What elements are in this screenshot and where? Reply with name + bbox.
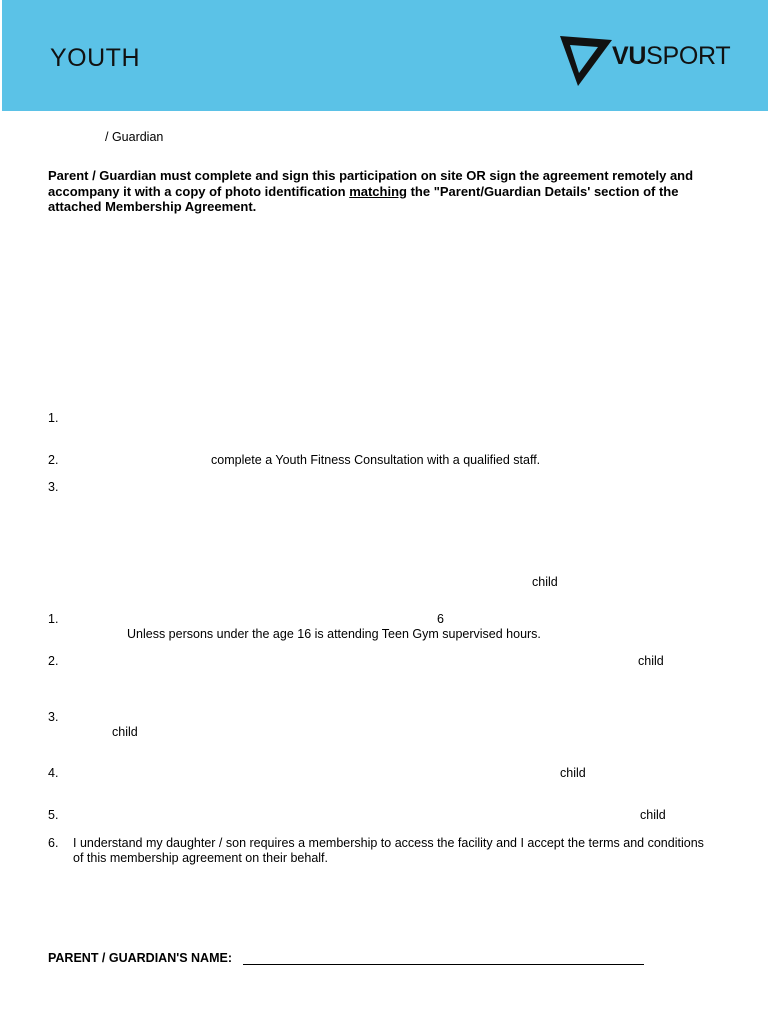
- header-title: YOUTH: [50, 44, 140, 72]
- list1-item-2-number: 2.: [48, 453, 59, 467]
- list2-item-4-number: 4.: [48, 766, 59, 780]
- brand-name: VUSPORT: [612, 42, 731, 70]
- subtitle: / Guardian: [105, 130, 164, 144]
- brand-logo: [560, 34, 730, 86]
- parent-guardian-name-field[interactable]: [243, 964, 644, 965]
- list1-item-3-number: 3.: [48, 480, 59, 494]
- list1-item-1-number: 1.: [48, 411, 59, 425]
- list2-item-1-text: Unless persons under the age 16 is attending Teen Gym supervised hours.: [127, 627, 541, 641]
- list2-item-5-fragment: child: [640, 808, 666, 822]
- list2-item-3-fragment: child: [112, 725, 138, 739]
- vusport-logo-icon: [560, 36, 612, 86]
- list1-item-2-text: complete a Youth Fitness Consultation with a qualified staff.: [211, 453, 541, 467]
- header-banner: [2, 0, 768, 111]
- list2-item-1-number: 1.: [48, 612, 59, 626]
- list2-item-2-fragment: child: [638, 654, 664, 668]
- list2-item-5-number: 5.: [48, 808, 59, 822]
- list2-item-2-number: 2.: [48, 654, 59, 668]
- list2-item-6-number: 6.: [48, 836, 59, 850]
- list2-item-4-fragment: child: [560, 766, 586, 780]
- list2-item-1-fragment: 6: [437, 612, 444, 626]
- section2-fragment: child: [532, 575, 558, 589]
- intro-instructions: Parent / Guardian must complete and sign this participation on site OR sign the agreement remotely and accompany it with a copy of photo identification matching the "Parent/Guardian Details' section of the attached Membership Agreement.: [48, 168, 694, 214]
- list2-item-6-text: I understand my daughter / son requires a membership to access the facility and I accept the terms and conditions: [73, 836, 704, 850]
- list2-item-3-number: 3.: [48, 710, 59, 724]
- list2-item-6-text-cont: of this membership agreement on their behalf.: [73, 851, 328, 865]
- intro-underlined: matching: [349, 183, 407, 199]
- parent-guardian-name-label: PARENT / GUARDIAN'S NAME:: [48, 951, 232, 965]
